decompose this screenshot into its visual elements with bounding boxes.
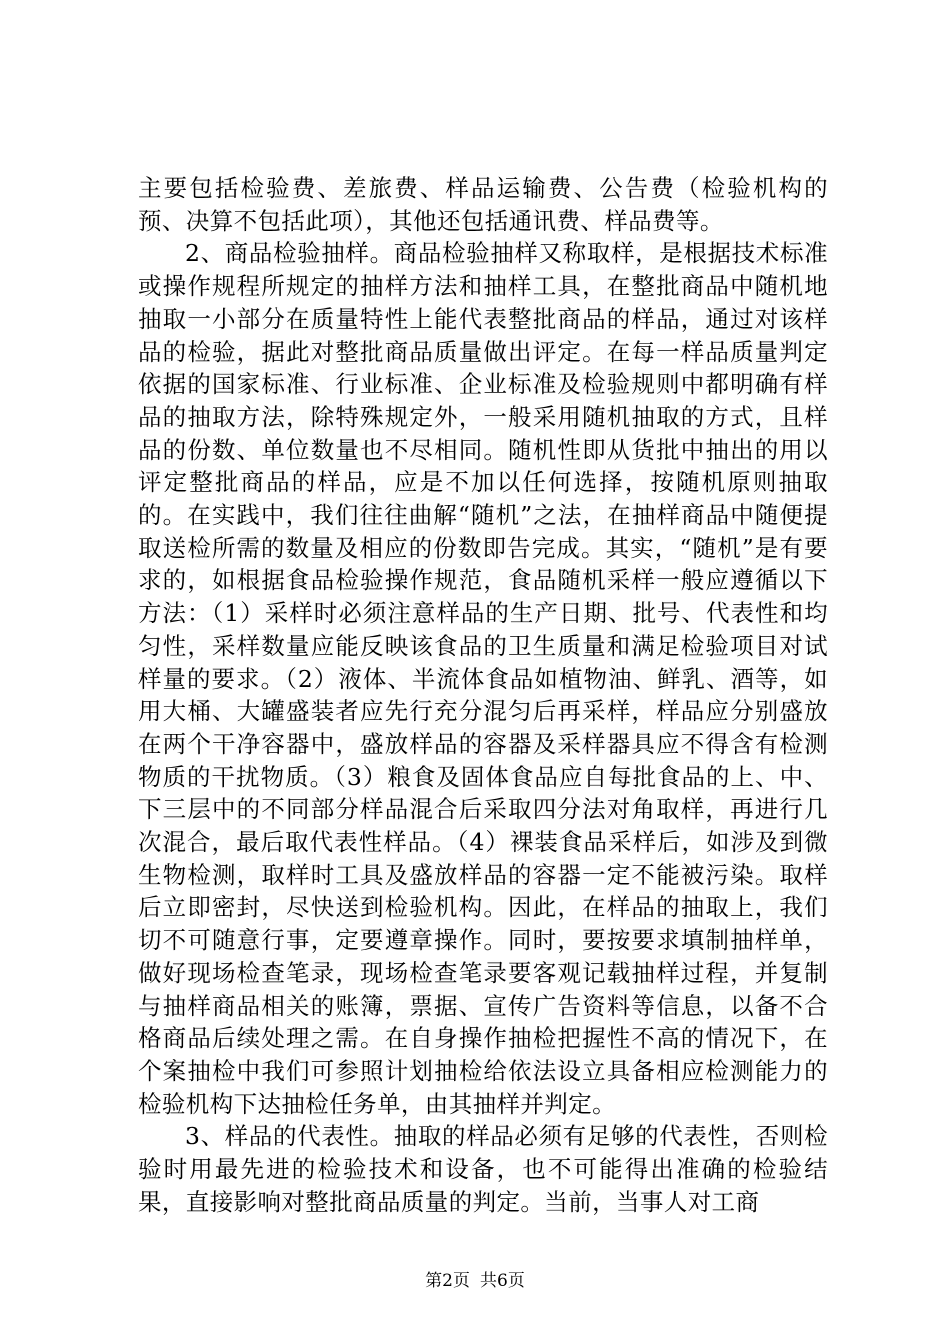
page-footer — [0, 1270, 950, 1292]
document-body — [138, 172, 828, 1219]
paragraph-continuation: 主要包括检验费、差旅费、样品运输费、公告费（检验机构的预、决算不包括此项），其他还包括通讯费、样品费等。 — [138, 174, 828, 235]
page-number-total: 共6页 — [480, 1271, 525, 1291]
paragraph-sampling: 2、商品检验抽样。商品检验抽样又称取样，是根据技术标准或操作规程所规定的抽样方法和抽样工具，在整批商品中随机地抽取一小部分在质量特性上能代表整批商品的样品，通过对该样品的检验，据此对整批商品质量做出评定。在每一样品质量判定依据的国家标准、行业标准、企业标准及检验规则中都明确有样品的抽取方法，除特殊规定外，一般采用随机抽取的方式，且样品的份数、单位数量也不尽相同。随机性即从货批中抽出的用以评定整批商品的样品，应是不加以任何选择，按随机原则抽取的。在实践中，我们往往曲解“随机”之法，在抽样商品中随便提取送检所需的数量及相应的份数即告完成。其实，“随机”是有要求的，如根据食品检验操作规范，食品随机采样一般应遵循以下方法：（1）采样时必须注意样品的生产日期、批号、代表性和均匀性，采样数量应能反映该食品的卫生质量和满足检验项目对试样量的要求。（2）液体、半流体食品如植物油、鲜乳、酒等，如用大桶、大罐盛装者应先行充分混匀后再采样，样品应分别盛放在两个干净容器中，盛放样品的容器及采样器具应不得含有检测物质的干扰物质。（3）粮食及固体食品应自每批食品的上、中、下三层中的不同部分样品混合后采取四分法对角取样，再进行几次混合，最后取代表性样品。（4）裸装食品采样后，如涉及到微生物检测，取样时工具及盛放样品的容器一定不能被污染。取样后立即密封，尽快送到检验机构。因此，在样品的抽取上，我们切不可随意行事，定要遵章操作。同时，要按要求填制抽样单，做好现场检查笔录，现场检查笔录要客观记载抽样过程，并复制与抽样商品相关的账簿，票据、宣传广告资料等信息，以备不合格商品后续处理之需。在自身操作抽检把握性不高的情况下，在个案抽检中我们可参照计划抽检给依法设立具备相应检测能力的检验机构下达抽检任务单，由其抽样并判定。 — [138, 239, 828, 1118]
paragraph-representativeness: 3、样品的代表性。抽取的样品必须有足够的代表性，否则检验时用最先进的检验技术和设备，也不可能得出准确的检验结果，直接影响对整批商品质量的判定。当前，当事人对工商 — [138, 1122, 828, 1216]
page-number-current: 第2页 — [425, 1271, 470, 1291]
